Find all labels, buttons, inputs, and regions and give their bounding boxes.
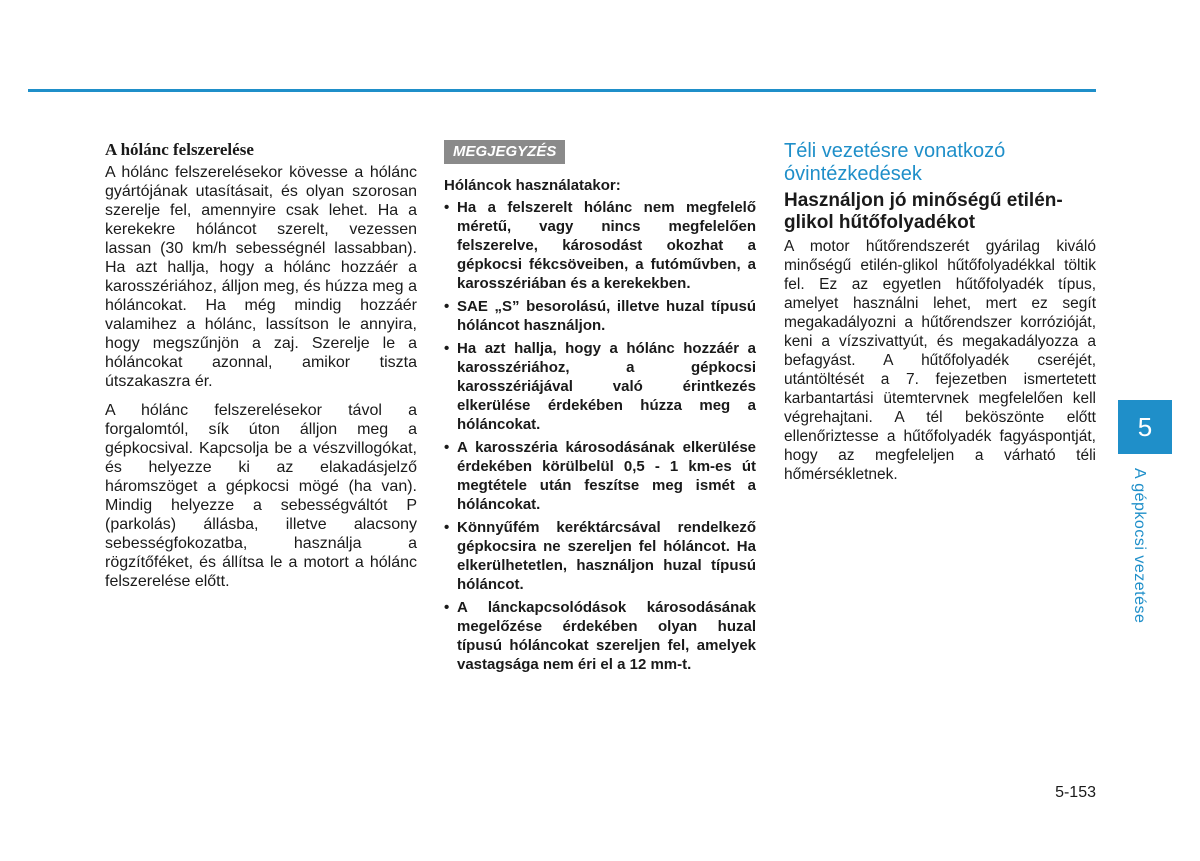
bullet: • <box>444 298 450 315</box>
list-item-text: SAE „S” besorolású, illetve huzal típusú hóláncot használjon. <box>457 298 756 334</box>
section-heading: A hólánc felszerelése <box>105 140 254 159</box>
list-item-text: A lánckapcsolódások károsodásának megelőzése érdekében olyan huzal típusú hóláncokat szereljen fel, amelyek vastagsága nem éri el a 12 mm-t. <box>457 599 756 673</box>
list-item-text: Ha a felszerelt hólánc nem megfelelő méretű, vagy nincs megfelelően felszerelve, károsodást okozhat a gépkocsi fékcsöveiben, a futóművben, a karosszériában és a kerekekben. <box>457 199 756 292</box>
list-item <box>444 598 756 674</box>
bullet: • <box>444 439 450 456</box>
chapter-number-tab: 5 <box>1118 400 1172 454</box>
subsection-title: Használjon jó minőségű etilén-glikol hűtőfolyadékot <box>784 190 1063 233</box>
section-title: Téli vezetésre vonatkozó óvintézkedések <box>784 140 1006 185</box>
bullet: • <box>444 599 450 616</box>
list-item <box>444 518 756 594</box>
note-label: MEGJEGYZÉS <box>444 140 565 164</box>
page-number: 5-153 <box>1055 784 1096 801</box>
list-item <box>444 339 756 434</box>
list-item <box>444 198 756 293</box>
list-item-text: A karosszéria károsodásának elkerülése érdekében körülbelül 0,5 - 1 km-es út megtétele után feszítse meg ismét a hóláncokat. <box>457 439 756 513</box>
bullet: • <box>444 199 450 216</box>
bullet: • <box>444 340 450 357</box>
note-intro: Hóláncok használatakor: <box>444 177 621 194</box>
list-item <box>444 438 756 514</box>
top-divider <box>28 89 1096 92</box>
left-column <box>105 140 417 591</box>
note-list <box>444 198 756 674</box>
list-item <box>444 297 756 335</box>
list-item-text: Ha azt hallja, hogy a hólánc hozzáér a karosszériához, a gépkocsi karosszériájával való érintkezés elkerülése érdekében húzza meg a hóláncokat. <box>457 340 756 433</box>
paragraph: A hólánc felszerelésekor kövesse a hólánc gyártójának utasításait, és olyan szorosan szerelje fel, amennyire csak lehet. Ha a kerekekre hóláncot szerelt, vezessen lassan (30 km/h sebességnél lassabban). Ha azt hallja, hogy a hólánc hozzáér a karosszériához, álljon meg, és húzza meg a hóláncokat. Ha még mindig hozzáér valamihez a hólánc, lassítson le annyira, hogy megszűnjön a zaj. Szerelje le a hóláncokat azonnal, amikor tiszta útszakaszra ér. <box>105 164 417 390</box>
list-item-text: Könnyűfém keréktárcsával rendelkező gépkocsira ne szereljen fel hóláncot. Ha elkerülhetetlen, használjon huzal típusú hóláncot. <box>457 519 756 593</box>
note-column <box>444 140 756 678</box>
right-column <box>784 140 1096 484</box>
paragraph: A hólánc felszerelésekor távol a forgalomtól, sík úton álljon meg a gépkocsival. Kapcsolja be a vészvillogókat, és helyezze ki az elakadásjelző háromszöget a gépkocsi mögé (ha van). Mindig helyezze a sebességváltót P (parkolás) állásba, illetve alacsony sebességfokozatba, használja a rögzítőféket, és állítsa le a motort a hólánc felszerelése előtt. <box>105 402 417 590</box>
chapter-title: A gépkocsi vezetése <box>1131 468 1148 624</box>
bullet: • <box>444 519 450 536</box>
paragraph: A motor hűtőrendszerét gyárilag kiváló minőségű etilén-glikol hűtőfolyadékkal töltik fel. Ez az egyetlen hűtőfolyadék típus, amelyet használni lehet, mert ez segít megakadályozni a hűtőrendszer korrózióját, keni a vízszivattyút, és megakadályozza a befagyást. A hűtőfolyadék cseréjét, utántöltését a 7. fejezetben ismertetett karbantartási ütemtervnek megfelelően kell végrehajtani. A tél beköszönte előtt ellenőriztesse a hűtőfolyadék fagyáspontját, hogy az megfeleljen a várható téli hőmérsékletnek. <box>784 238 1096 483</box>
